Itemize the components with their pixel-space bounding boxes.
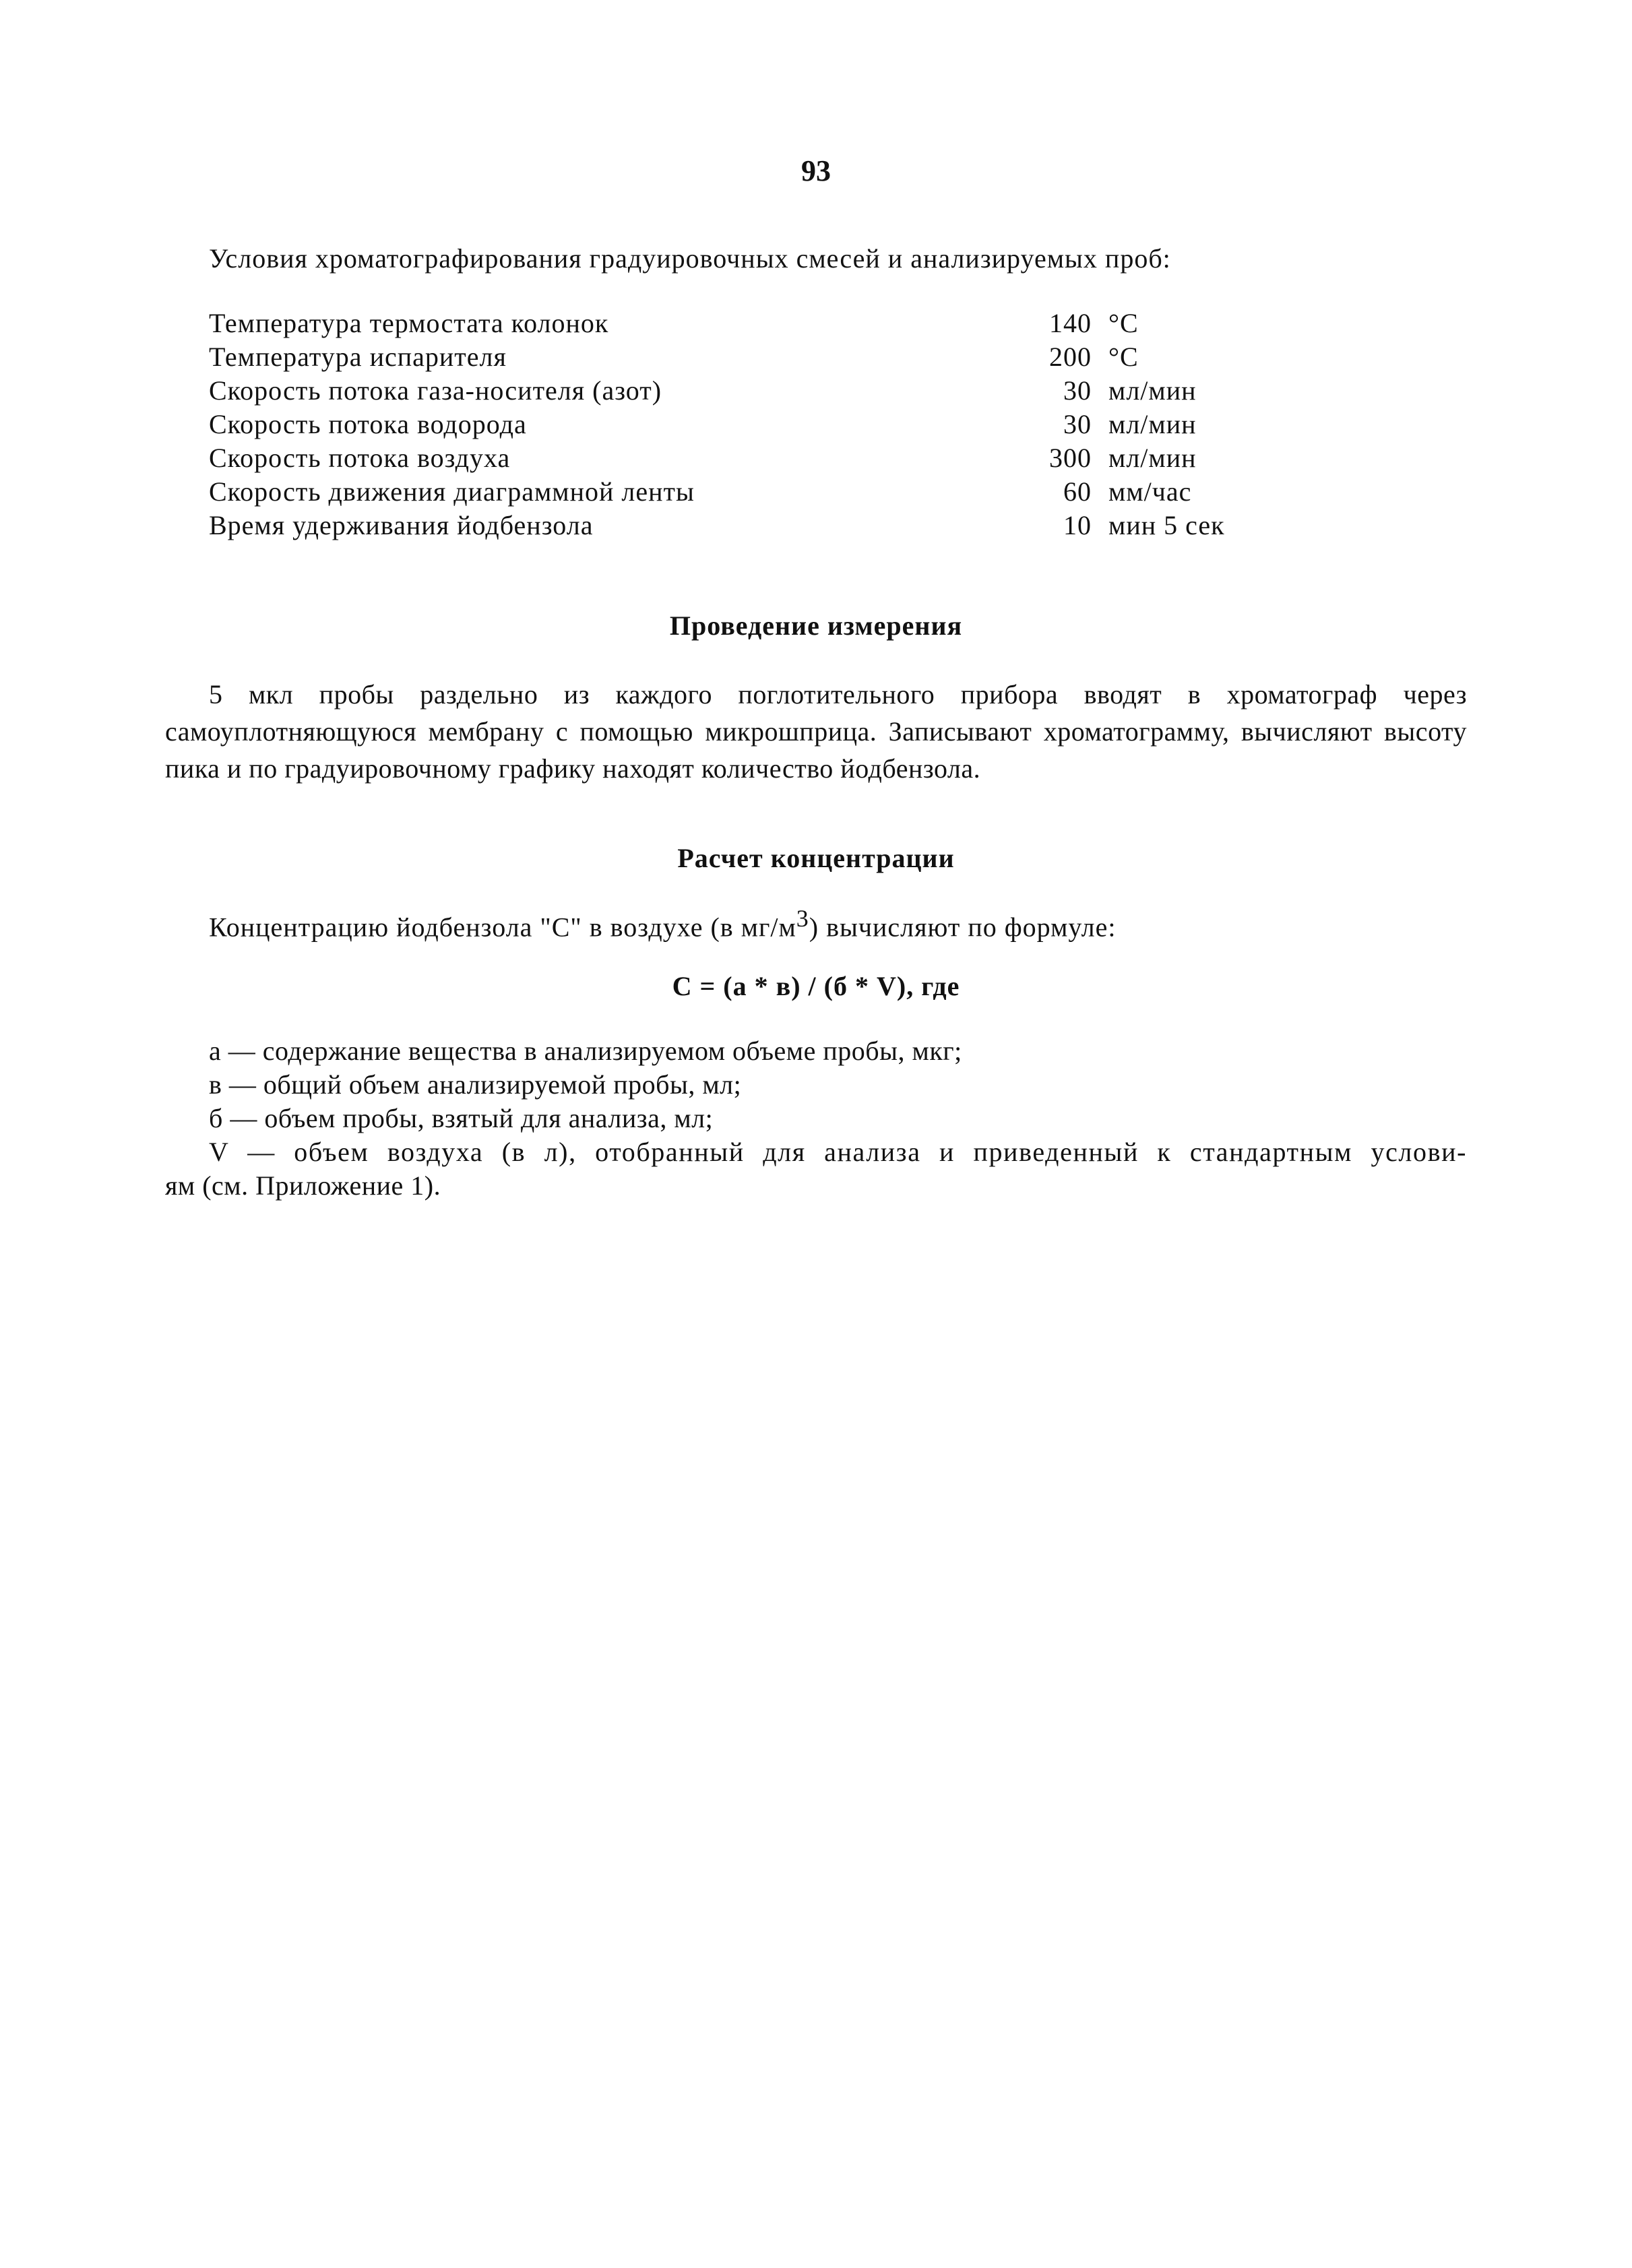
calculation-intro xyxy=(209,904,1116,943)
definition-item: б — объем пробы, взятый для анализа, мл; xyxy=(209,1103,714,1133)
definition-item: в — общий объем анализируемой пробы, мл; xyxy=(209,1069,742,1100)
condition-name: Скорость потока воздуха xyxy=(209,443,511,473)
condition-unit: °C xyxy=(1108,342,1139,372)
definition-item: а — содержание вещества в анализируемом объеме пробы, мкг; xyxy=(209,1036,962,1066)
condition-unit: мм/час xyxy=(1108,476,1192,507)
condition-unit: мин 5 сек xyxy=(1108,510,1225,540)
condition-name: Температура термостата колонок xyxy=(209,308,609,338)
measurement-paragraph: 5 мкл пробы раздельно из каждого поглотительного прибора вводят в хроматограф через самоуплотняющуюся мембрану с помощью микрошприца. Записывают хроматограмму, вычисляют высоту пика и по градуировочному графику находят количество йодбензола. xyxy=(165,679,1467,784)
condition-name: Скорость потока газа-носителя (азот) xyxy=(209,375,662,406)
conditions-intro: Условия хроматографирования градуировочных смесей и анализируемых проб: xyxy=(209,243,1171,274)
condition-unit: мл/мин xyxy=(1108,375,1197,406)
condition-value: 200 xyxy=(1049,342,1092,372)
condition-name: Время удерживания йодбензола xyxy=(209,510,594,540)
condition-value: 30 xyxy=(1063,375,1092,406)
page-number: 93 xyxy=(801,154,831,187)
concentration-formula: С = (а * в) / (б * V), где xyxy=(672,971,960,1001)
definition-item: V — объем воздуха (в л), отобранный для анализа и приведенный к стандартным услови- xyxy=(209,1137,1467,1167)
condition-value: 30 xyxy=(1063,409,1092,439)
calculation-intro-text-end: ) вычисляют по формуле: xyxy=(809,912,1117,943)
calculation-intro-text: Концентрацию йодбензола "С" в воздухе (в мг/м xyxy=(209,912,796,943)
condition-value: 10 xyxy=(1063,510,1092,540)
section-heading-calculation: Расчет концентрации xyxy=(677,843,955,873)
condition-unit: мл/мин xyxy=(1108,409,1197,439)
cubic-superscript: 3 xyxy=(796,905,809,932)
condition-name: Скорость потока водорода xyxy=(209,409,527,439)
section-heading-measurement: Проведение измерения xyxy=(669,610,963,641)
condition-value: 60 xyxy=(1063,476,1092,507)
condition-value: 300 xyxy=(1049,443,1092,473)
definition-item-continuation: ям (см. Приложение 1). xyxy=(165,1170,441,1201)
condition-unit: мл/мин xyxy=(1108,443,1197,473)
condition-name: Температура испарителя xyxy=(209,342,507,372)
condition-name: Скорость движения диаграммной ленты xyxy=(209,476,695,507)
variable-definitions xyxy=(165,1034,1467,1203)
condition-unit: °C xyxy=(1108,308,1139,338)
condition-value: 140 xyxy=(1049,308,1092,338)
